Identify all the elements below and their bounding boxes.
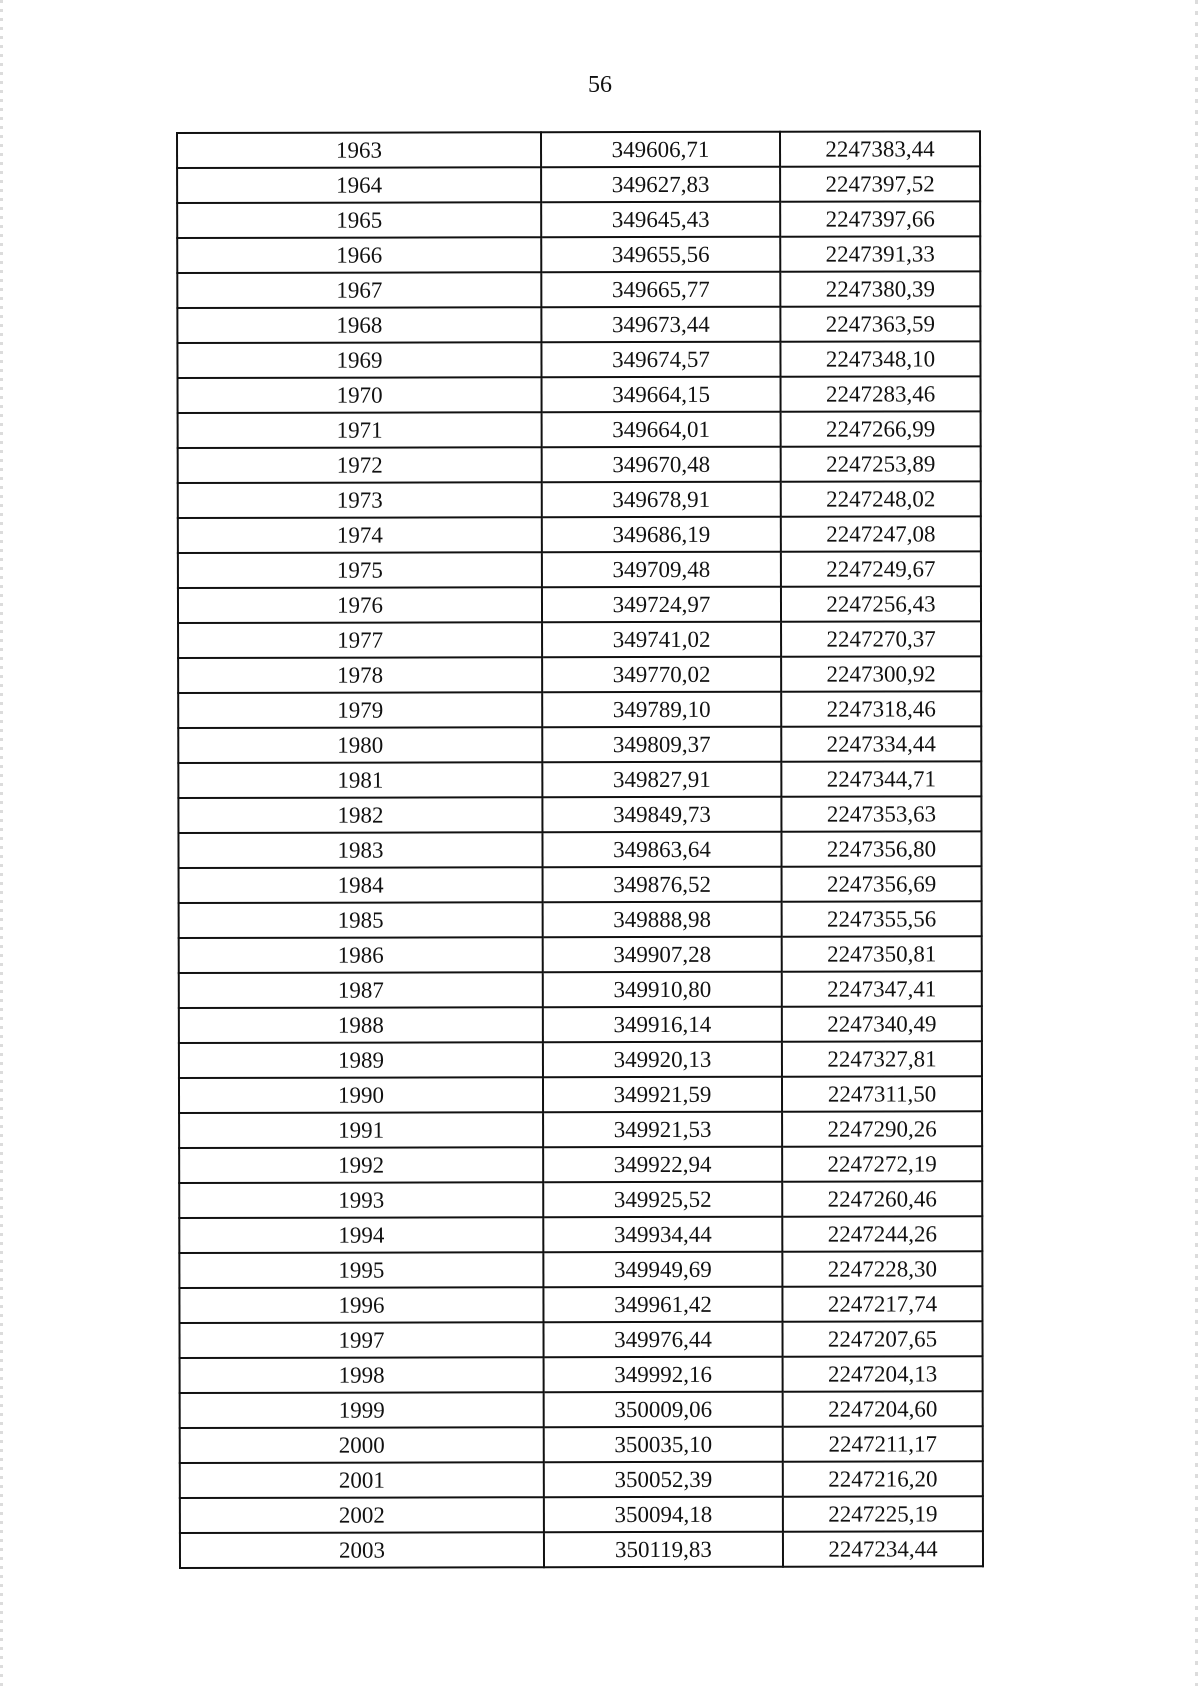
x-coordinate-cell: 349888,98 (543, 902, 782, 938)
table-row (178, 796, 981, 833)
x-coordinate-cell: 349664,01 (542, 412, 781, 448)
table-row (179, 1041, 982, 1078)
x-coordinate-cell: 349741,02 (542, 622, 781, 658)
y-coordinate-cell: 2247204,60 (783, 1391, 983, 1426)
point-number-cell: 2000 (180, 1427, 544, 1463)
point-number-cell: 1986 (179, 937, 543, 973)
y-coordinate-cell: 2247204,13 (783, 1356, 983, 1391)
y-coordinate-cell: 2247391,33 (780, 236, 980, 271)
point-number-cell: 1972 (178, 447, 542, 483)
y-coordinate-cell: 2247217,74 (782, 1286, 982, 1321)
table-row (178, 726, 981, 763)
x-coordinate-cell: 350009,06 (544, 1392, 783, 1428)
y-coordinate-cell: 2247363,59 (780, 306, 980, 341)
point-number-cell: 1976 (178, 587, 542, 623)
point-number-cell: 1968 (177, 307, 541, 343)
table-row (180, 1391, 983, 1428)
page-number: 56 (588, 72, 612, 98)
point-number-cell: 1967 (177, 272, 541, 308)
y-coordinate-cell: 2247211,17 (783, 1426, 983, 1461)
x-coordinate-cell: 350094,18 (544, 1497, 783, 1533)
table-row (178, 831, 981, 868)
x-coordinate-cell: 349664,15 (542, 377, 781, 413)
y-coordinate-cell: 2247283,46 (781, 376, 981, 411)
y-coordinate-cell: 2247344,71 (781, 761, 981, 796)
x-coordinate-cell: 349934,44 (543, 1217, 782, 1253)
x-coordinate-cell: 349916,14 (543, 1007, 782, 1043)
point-number-cell: 1993 (179, 1182, 543, 1218)
y-coordinate-cell: 2247347,41 (782, 971, 982, 1006)
point-number-cell: 1966 (177, 237, 541, 273)
y-coordinate-cell: 2247266,99 (781, 411, 981, 446)
x-coordinate-cell: 349674,57 (541, 342, 780, 378)
x-coordinate-cell: 349910,80 (543, 972, 782, 1008)
x-coordinate-cell: 349770,02 (542, 657, 781, 693)
x-coordinate-cell: 350035,10 (544, 1427, 783, 1463)
table-row (179, 1111, 982, 1148)
y-coordinate-cell: 2247380,39 (780, 271, 980, 306)
point-number-cell: 1991 (179, 1112, 543, 1148)
y-coordinate-cell: 2247290,26 (782, 1111, 982, 1146)
point-number-cell: 1975 (178, 552, 542, 588)
scan-edge-left (0, 0, 3, 1686)
table-row (179, 936, 982, 973)
x-coordinate-cell: 349655,56 (541, 237, 780, 273)
table-row (180, 1496, 983, 1533)
point-number-cell: 1983 (178, 832, 542, 868)
table-row (180, 1461, 983, 1498)
point-number-cell: 1989 (179, 1042, 543, 1078)
x-coordinate-cell: 349949,69 (543, 1252, 782, 1288)
y-coordinate-cell: 2247340,49 (782, 1006, 982, 1041)
y-coordinate-cell: 2247356,69 (782, 866, 982, 901)
point-number-cell: 1990 (179, 1077, 543, 1113)
y-coordinate-cell: 2247272,19 (782, 1146, 982, 1181)
table-row (179, 901, 982, 938)
table-row (177, 306, 980, 343)
table-row (179, 1286, 982, 1323)
point-number-cell: 1971 (178, 412, 542, 448)
point-number-cell: 1997 (179, 1322, 543, 1358)
point-number-cell: 1996 (179, 1287, 543, 1323)
x-coordinate-cell: 349627,83 (541, 167, 780, 203)
table-row (179, 1251, 982, 1288)
x-coordinate-cell: 349849,73 (542, 797, 781, 833)
table-row (177, 201, 980, 238)
table-row (178, 411, 981, 448)
x-coordinate-cell: 349876,52 (543, 867, 782, 903)
table-row (179, 1321, 982, 1358)
x-coordinate-cell: 349827,91 (542, 762, 781, 798)
y-coordinate-cell: 2247270,37 (781, 621, 981, 656)
coordinates-table (176, 130, 984, 1569)
y-coordinate-cell: 2247311,50 (782, 1076, 982, 1111)
table-row (178, 516, 981, 553)
point-number-cell: 1985 (179, 902, 543, 938)
x-coordinate-cell: 349709,48 (542, 552, 781, 588)
y-coordinate-cell: 2247353,63 (781, 796, 981, 831)
y-coordinate-cell: 2247248,02 (781, 481, 981, 516)
table-row (178, 586, 981, 623)
table-row (180, 1356, 983, 1393)
table-row (178, 761, 981, 798)
point-number-cell: 1979 (178, 692, 542, 728)
point-number-cell: 1969 (177, 342, 541, 378)
x-coordinate-cell: 349961,42 (543, 1287, 782, 1323)
table-row (177, 236, 980, 273)
table-row (179, 1146, 982, 1183)
y-coordinate-cell: 2247397,52 (780, 166, 980, 201)
table-row (178, 621, 981, 658)
table-row (180, 1426, 983, 1463)
point-number-cell: 1965 (177, 202, 541, 238)
point-number-cell: 2001 (180, 1462, 544, 1498)
point-number-cell: 1980 (178, 727, 542, 763)
x-coordinate-cell: 349863,64 (542, 832, 781, 868)
x-coordinate-cell: 349789,10 (542, 692, 781, 728)
y-coordinate-cell: 2247207,65 (782, 1321, 982, 1356)
y-coordinate-cell: 2247383,44 (780, 131, 980, 166)
point-number-cell: 1977 (178, 622, 542, 658)
point-number-cell: 1998 (180, 1357, 544, 1393)
table-row (177, 271, 980, 308)
scan-edge-right (1195, 0, 1198, 1686)
point-number-cell: 1982 (178, 797, 542, 833)
y-coordinate-cell: 2247216,20 (783, 1461, 983, 1496)
y-coordinate-cell: 2247244,26 (782, 1216, 982, 1251)
table-row (177, 341, 980, 378)
point-number-cell: 1963 (177, 132, 541, 168)
y-coordinate-cell: 2247356,80 (781, 831, 981, 866)
point-number-cell: 2003 (180, 1532, 544, 1568)
point-number-cell: 1984 (179, 867, 543, 903)
x-coordinate-cell: 349670,48 (542, 447, 781, 483)
table-row (179, 1216, 982, 1253)
x-coordinate-cell: 349724,97 (542, 587, 781, 623)
y-coordinate-cell: 2247355,56 (782, 901, 982, 936)
x-coordinate-cell: 349907,28 (543, 937, 782, 973)
point-number-cell: 1999 (180, 1392, 544, 1428)
y-coordinate-cell: 2247225,19 (783, 1496, 983, 1531)
table-row (178, 376, 981, 413)
y-coordinate-cell: 2247334,44 (781, 726, 981, 761)
x-coordinate-cell: 349925,52 (543, 1182, 782, 1218)
x-coordinate-cell: 349645,43 (541, 202, 780, 238)
point-number-cell: 1974 (178, 517, 542, 553)
point-number-cell: 1995 (179, 1252, 543, 1288)
table-row (178, 481, 981, 518)
point-number-cell: 1978 (178, 657, 542, 693)
table-row (179, 1076, 982, 1113)
y-coordinate-cell: 2247300,92 (781, 656, 981, 691)
x-coordinate-cell: 349678,91 (542, 482, 781, 518)
x-coordinate-cell: 350119,83 (544, 1532, 783, 1568)
x-coordinate-cell: 349920,13 (543, 1042, 782, 1078)
y-coordinate-cell: 2247318,46 (781, 691, 981, 726)
x-coordinate-cell: 349992,16 (544, 1357, 783, 1393)
y-coordinate-cell: 2247397,66 (780, 201, 980, 236)
table-row (179, 1181, 982, 1218)
y-coordinate-cell: 2247247,08 (781, 516, 981, 551)
point-number-cell: 1994 (179, 1217, 543, 1253)
table-row (178, 656, 981, 693)
y-coordinate-cell: 2247234,44 (783, 1531, 983, 1566)
point-number-cell: 1988 (179, 1007, 543, 1043)
x-coordinate-cell: 350052,39 (544, 1462, 783, 1498)
x-coordinate-cell: 349673,44 (541, 307, 780, 343)
y-coordinate-cell: 2247350,81 (782, 936, 982, 971)
table-row (178, 446, 981, 483)
point-number-cell: 1981 (178, 762, 542, 798)
x-coordinate-cell: 349921,59 (543, 1077, 782, 1113)
x-coordinate-cell: 349665,77 (541, 272, 780, 308)
point-number-cell: 1987 (179, 972, 543, 1008)
table-row (179, 971, 982, 1008)
coordinates-table-body (177, 131, 983, 1568)
x-coordinate-cell: 349976,44 (543, 1322, 782, 1358)
point-number-cell: 1973 (178, 482, 542, 518)
x-coordinate-cell: 349606,71 (541, 132, 780, 168)
y-coordinate-cell: 2247256,43 (781, 586, 981, 621)
table-row (177, 166, 980, 203)
point-number-cell: 1992 (179, 1147, 543, 1183)
table-row (177, 131, 980, 168)
point-number-cell: 2002 (180, 1497, 544, 1533)
point-number-cell: 1964 (177, 167, 541, 203)
x-coordinate-cell: 349921,53 (543, 1112, 782, 1148)
table-row (180, 1531, 983, 1568)
y-coordinate-cell: 2247253,89 (781, 446, 981, 481)
x-coordinate-cell: 349809,37 (542, 727, 781, 763)
table-row (178, 551, 981, 588)
y-coordinate-cell: 2247228,30 (782, 1251, 982, 1286)
x-coordinate-cell: 349686,19 (542, 517, 781, 553)
y-coordinate-cell: 2247249,67 (781, 551, 981, 586)
table-row (178, 691, 981, 728)
x-coordinate-cell: 349922,94 (543, 1147, 782, 1183)
table-row (179, 1006, 982, 1043)
point-number-cell: 1970 (178, 377, 542, 413)
table-row (179, 866, 982, 903)
y-coordinate-cell: 2247348,10 (780, 341, 980, 376)
y-coordinate-cell: 2247260,46 (782, 1181, 982, 1216)
y-coordinate-cell: 2247327,81 (782, 1041, 982, 1076)
